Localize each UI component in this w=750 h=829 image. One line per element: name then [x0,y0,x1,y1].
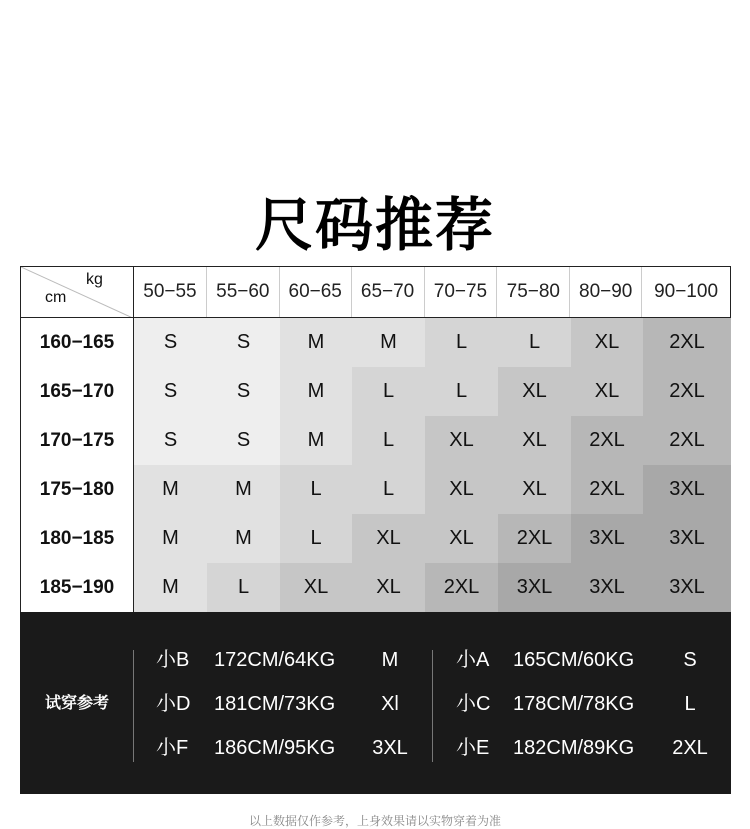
size-cell: S [134,416,207,465]
model-size: Xl [381,693,399,715]
size-cell: M [207,465,280,514]
size-cell: L [352,367,425,416]
size-cell: 3XL [571,514,643,563]
height-range-label: 180−185 [20,514,134,563]
weight-header-4: 70−75 [425,267,498,317]
size-cell: 2XL [498,514,571,563]
size-cell: 2XL [571,416,643,465]
model-stats: 181CM/73KG [214,693,336,715]
model-size: 3XL [372,737,408,759]
size-cell: XL [352,563,425,612]
height-range-label: 160−165 [20,318,134,367]
model-size: M [381,649,399,671]
model-name: 小B [156,649,190,671]
height-range-label: 165−170 [20,367,134,416]
model-stats: 165CM/60KG [513,649,635,671]
height-unit-label: cm [45,289,67,306]
size-cell: XL [498,465,571,514]
table-row [20,318,731,367]
weight-header-2: 60−65 [280,267,352,317]
size-cell: M [352,318,425,367]
size-cell: M [134,514,207,563]
size-cell: 2XL [643,367,731,416]
size-cell: S [207,416,280,465]
size-table [20,266,731,612]
table-row [20,514,731,563]
page-title: 尺码推荐 [254,191,495,259]
size-cell: 3XL [643,563,731,612]
divider-left [133,650,134,762]
size-cell: 3XL [498,563,571,612]
model-stats: 186CM/95KG [214,737,336,759]
model-name: 小C [456,693,491,715]
height-range-label: 185−190 [20,563,134,612]
size-cell: XL [425,514,498,563]
weight-header-5: 75−80 [497,267,570,317]
size-cell: 2XL [643,416,731,465]
size-cell: L [280,465,352,514]
size-cell: XL [280,563,352,612]
size-rows [20,318,731,612]
size-cell: XL [571,318,643,367]
weight-header-0: 50−55 [134,267,207,317]
divider-middle [432,650,433,762]
size-cell: M [280,367,352,416]
size-cell: L [498,318,571,367]
diagonal-divider [21,267,134,318]
size-cell: M [207,514,280,563]
size-cell: S [134,318,207,367]
trial-label: 试穿参考 [44,693,109,712]
size-cell: L [352,465,425,514]
size-cell: S [207,367,280,416]
model-name: 小F [156,737,189,759]
weight-unit-label: kg [86,271,103,288]
size-cell: L [425,367,498,416]
size-cell: L [280,514,352,563]
model-stats: 182CM/89KG [513,737,635,759]
weight-header-6: 80−90 [570,267,642,317]
size-cell: XL [352,514,425,563]
trial-reference-panel [20,612,731,794]
height-range-label: 170−175 [20,416,134,465]
footer-note: 以上数据仅作参考，上身效果请以实物穿着为准 [248,814,501,828]
table-row [20,367,731,416]
size-cell: XL [571,367,643,416]
size-cell: M [280,416,352,465]
size-cell: M [280,318,352,367]
size-cell: 3XL [643,514,731,563]
model-name: 小E [456,737,490,759]
size-cell: 2XL [571,465,643,514]
weight-header-row [134,266,731,318]
size-cell: XL [425,465,498,514]
size-cell: 2XL [425,563,498,612]
table-row [20,465,731,514]
size-cell: M [134,563,207,612]
model-stats: 172CM/64KG [214,649,336,671]
size-cell: 2XL [643,318,731,367]
size-cell: L [352,416,425,465]
size-cell: S [134,367,207,416]
height-range-label: 175−180 [20,465,134,514]
weight-header-3: 65−70 [352,267,425,317]
size-cell: L [425,318,498,367]
size-cell: S [207,318,280,367]
model-name: 小A [456,649,490,671]
size-cell: 3XL [643,465,731,514]
size-cell: L [207,563,280,612]
weight-header-1: 55−60 [207,267,280,317]
table-row [20,563,731,612]
size-cell: XL [498,367,571,416]
model-size: S [683,649,697,671]
size-cell: M [134,465,207,514]
size-cell: 3XL [571,563,643,612]
table-corner [20,266,134,318]
table-row [20,416,731,465]
model-size: L [684,693,696,715]
model-name: 小D [156,693,191,715]
size-cell: XL [425,416,498,465]
weight-header-7: 90−100 [654,281,719,302]
model-stats: 178CM/78KG [513,693,635,715]
model-size: 2XL [672,737,708,759]
size-cell: XL [498,416,571,465]
